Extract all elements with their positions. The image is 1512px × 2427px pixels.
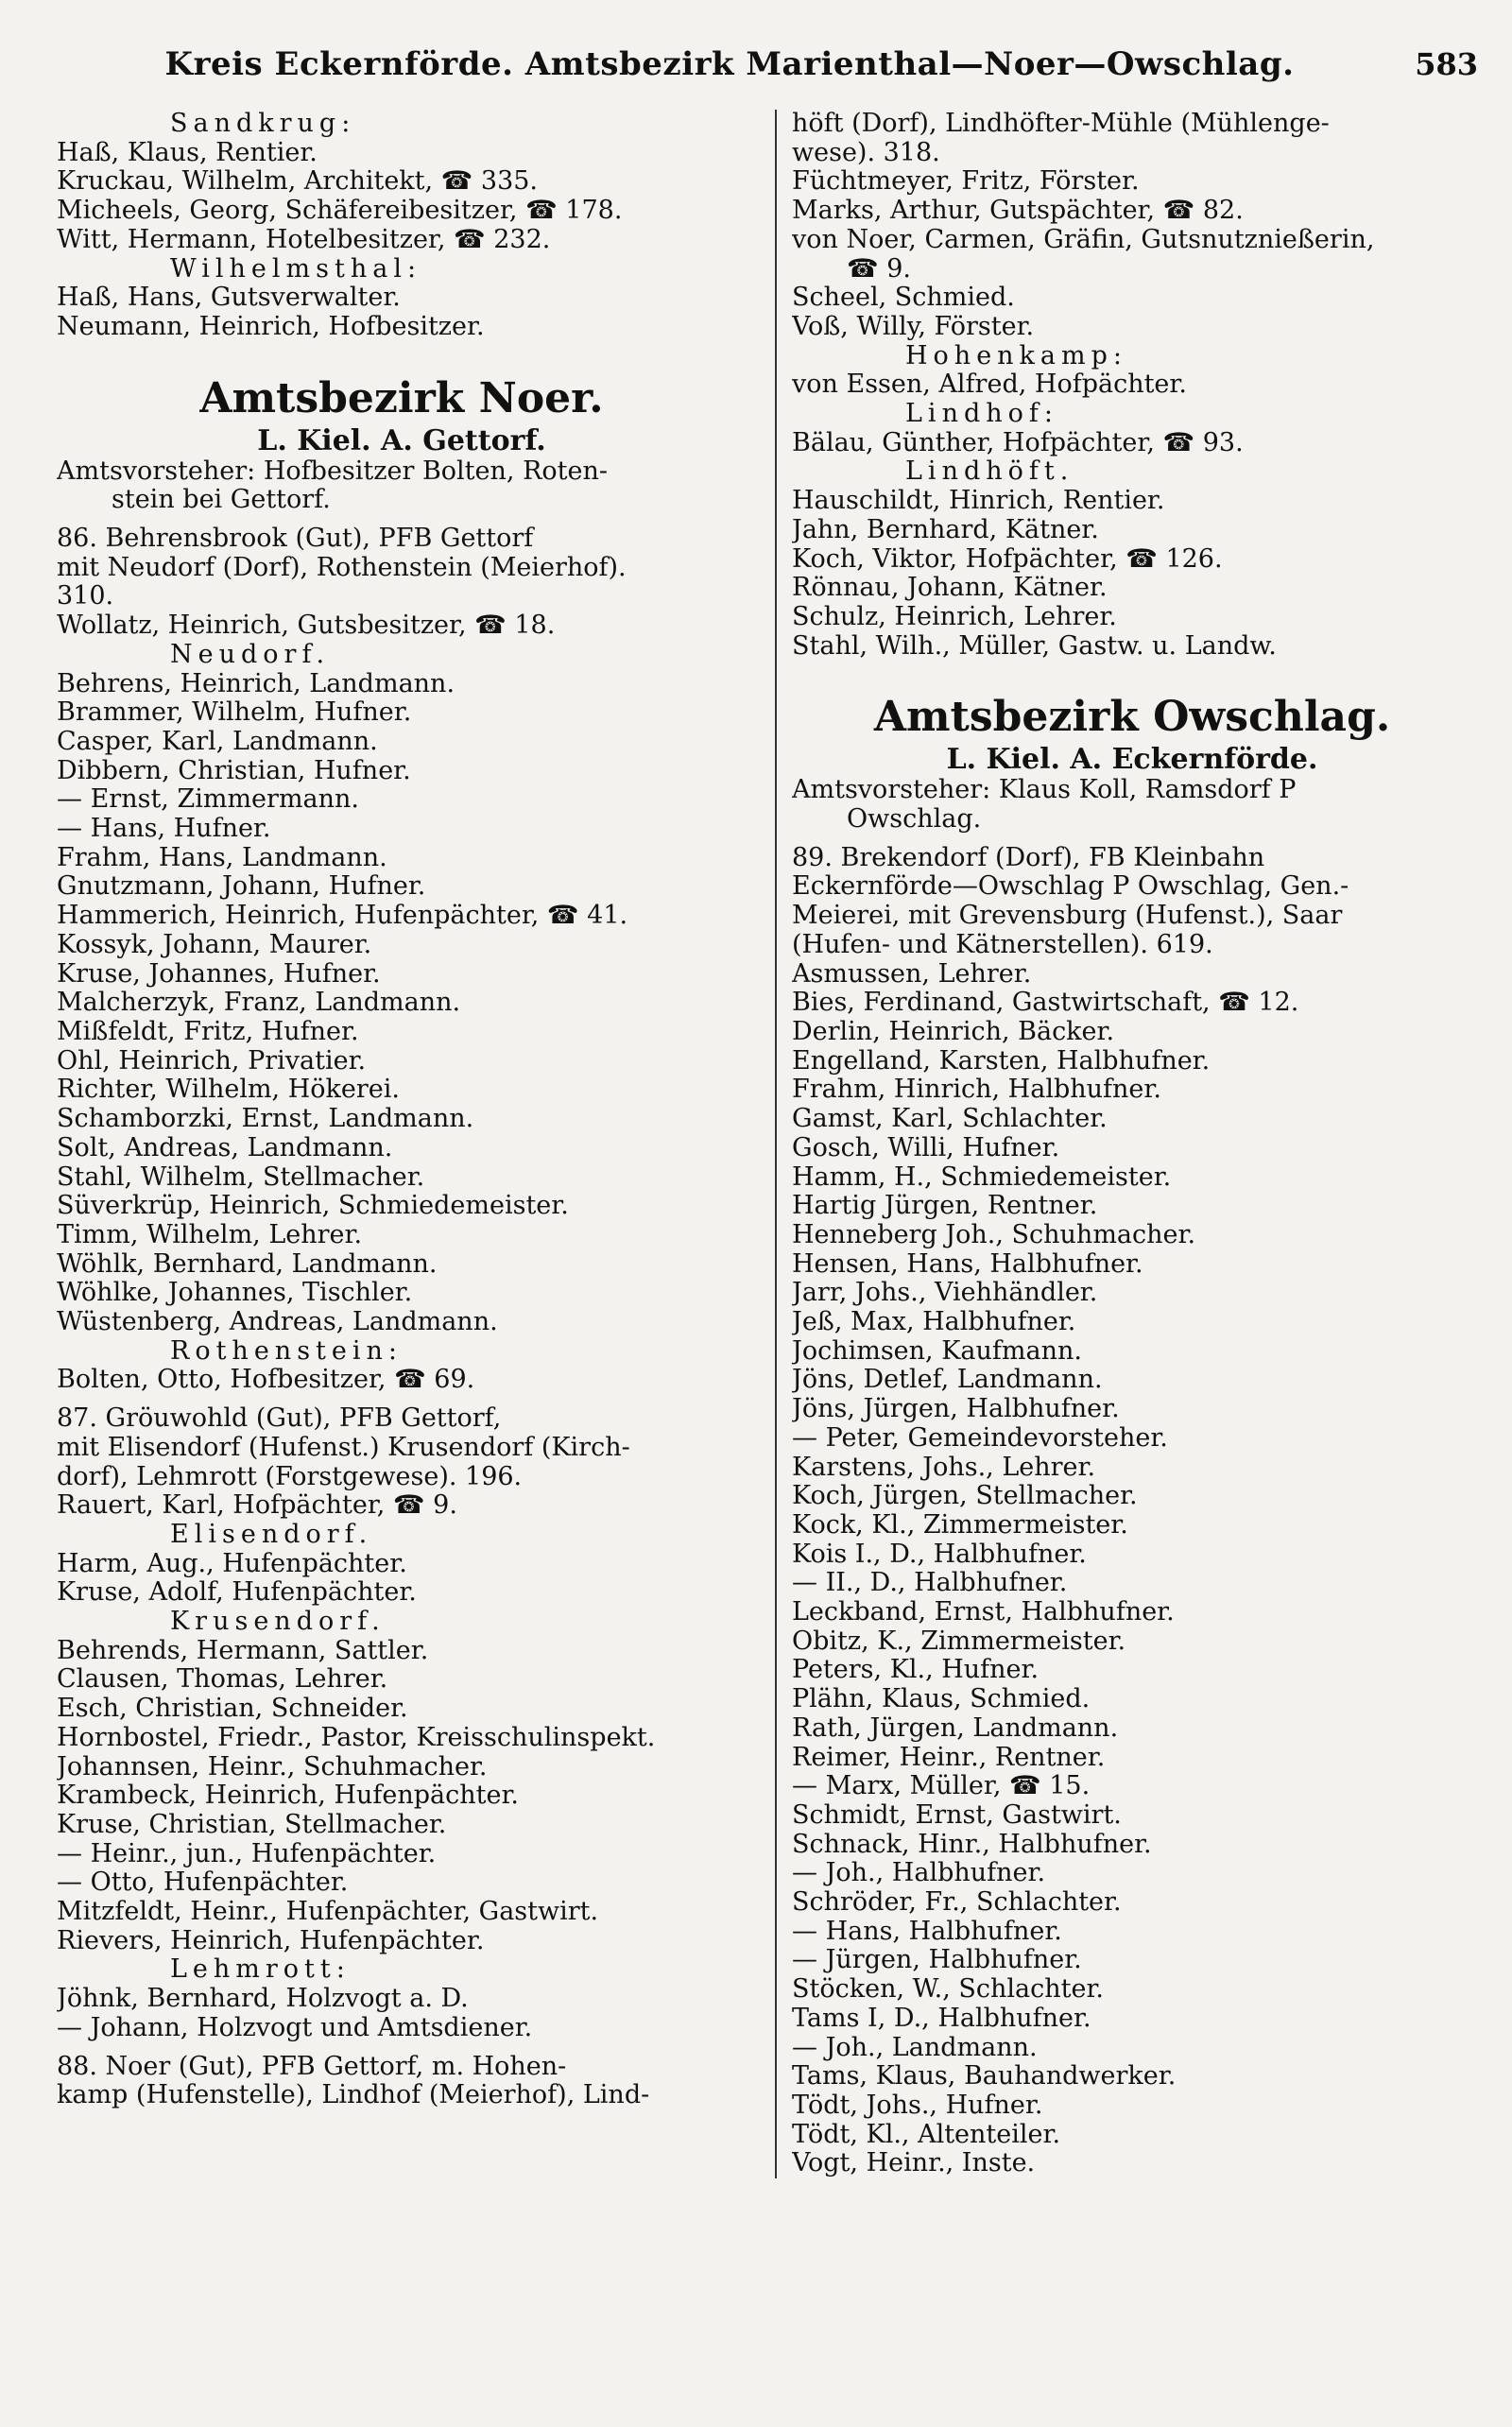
directory-entry: Solt, Andreas, Landmann. <box>57 1133 393 1162</box>
spacer <box>57 515 747 525</box>
directory-entry: Bolten, Otto, Hofbesitzer, ☎ 69. <box>57 1366 475 1395</box>
directory-entry: Schnack, Hinr., Halbhufner. <box>792 1830 1152 1859</box>
directory-entry: Vogt, Heinr., Inste. <box>792 2149 1036 2178</box>
directory-entry: Meierei, mit Grevensburg (Hufenst.), Saar <box>792 902 1343 931</box>
directory-entry: Koch, Jürgen, Stellmacher. <box>792 1482 1138 1511</box>
directory-entry: Haß, Klaus, Rentier. <box>57 138 318 167</box>
directory-entry: Jeß, Max, Halbhufner. <box>792 1308 1076 1337</box>
directory-entry: Krambeck, Heinrich, Hufenpächter. <box>57 1782 519 1811</box>
directory-entry: — Johann, Holzvogt und Amtsdiener. <box>57 2013 533 2042</box>
entry-continuation: stein bei Gettorf. <box>112 486 331 515</box>
directory-entry: Koch, Viktor, Hofpächter, ☎ 126. <box>792 544 1223 574</box>
directory-entry: Gosch, Willi, Hufner. <box>792 1133 1060 1162</box>
directory-entry: Frahm, Hinrich, Halbhufner. <box>792 1076 1161 1105</box>
locality-heading: Lehmrott: <box>170 1955 351 1985</box>
directory-entry: höft (Dorf), Lindhöfter-Mühle (Mühlenge- <box>792 110 1330 138</box>
directory-entry: Jahn, Bernhard, Kätner. <box>792 515 1099 544</box>
directory-entry: Stahl, Wilhelm, Stellmacher. <box>57 1162 425 1192</box>
district-heading: Amtsbezirk Owschlag. <box>873 693 1391 742</box>
directory-entry: Micheels, Georg, Schäfereibesitzer, ☎ 178. <box>57 197 623 226</box>
directory-entry: Hensen, Hans, Halbhufner. <box>792 1249 1143 1279</box>
directory-entry: Gnutzmann, Johann, Hufner. <box>57 872 426 902</box>
directory-entry: Marks, Arthur, Gutspächter, ☎ 82. <box>792 197 1244 226</box>
locality-heading: Rothenstein: <box>170 1336 403 1366</box>
directory-entry: — Hans, Halbhufner. <box>792 1917 1062 1946</box>
directory-entry: Brammer, Wilhelm, Hufner. <box>57 698 412 728</box>
directory-entry: Reimer, Heinr., Rentner. <box>792 1743 1106 1772</box>
directory-entry: Mitzfeldt, Heinr., Hufenpächter, Gastwirt. <box>57 1898 599 1927</box>
directory-entry: Wollatz, Heinrich, Gutsbesitzer, ☎ 18. <box>57 611 556 641</box>
directory-entry: — II., D., Halbhufner. <box>792 1569 1068 1598</box>
directory-entry: Amtsvorsteher: Klaus Koll, Ramsdorf P <box>792 776 1297 805</box>
directory-entry: Jöns, Jürgen, Halbhufner. <box>792 1395 1120 1424</box>
directory-entry: Haß, Hans, Gutsverwalter. <box>57 284 401 313</box>
directory-entry: Malcherzyk, Franz, Landmann. <box>57 989 461 1018</box>
locality-heading: Lindhof: <box>905 400 1058 429</box>
directory-entry: 87. Gröuwohld (Gut), PFB Gettorf, <box>57 1404 502 1434</box>
directory-entry: Rievers, Heinrich, Hufenpächter. <box>57 1926 485 1955</box>
directory-entry: Casper, Karl, Landmann. <box>57 727 378 756</box>
district-subheading: L. Kiel. A. Gettorf. <box>257 423 546 457</box>
district-subheading: L. Kiel. A. Eckernförde. <box>946 743 1318 777</box>
directory-entry: Plähn, Klaus, Schmied. <box>792 1685 1091 1714</box>
locality-heading: Hohenkamp: <box>905 341 1127 370</box>
directory-entry: Johannsen, Heinr., Schuhmacher. <box>57 1752 488 1782</box>
directory-entry: 88. Noer (Gut), PFB Gettorf, m. Hohen- <box>57 2052 567 2081</box>
directory-entry: Wüstenberg, Andreas, Landmann. <box>57 1308 498 1337</box>
directory-entry: Engelland, Karsten, Halbhufner. <box>792 1046 1211 1076</box>
directory-entry: Tams I, D., Halbhufner. <box>792 2004 1091 2033</box>
directory-entry: Hauschildt, Hinrich, Rentier. <box>792 487 1165 516</box>
directory-entry: Harm, Aug., Hufenpächter. <box>57 1549 407 1578</box>
directory-entry: Kock, Kl., Zimmermeister. <box>792 1510 1128 1540</box>
directory-entry: Richter, Wilhelm, Hökerei. <box>57 1076 400 1105</box>
directory-entry: Hamm, H., Schmiedemeister. <box>792 1162 1172 1192</box>
directory-entry: Füchtmeyer, Fritz, Förster. <box>792 167 1140 197</box>
directory-entry: Kruckau, Wilhelm, Architekt, ☎ 335. <box>57 167 539 197</box>
locality-heading: Lindhöft. <box>905 457 1074 487</box>
directory-entry: Jöhnk, Bernhard, Holzvogt a. D. <box>57 1985 469 2014</box>
directory-entry: Wöhlke, Johannes, Tischler. <box>57 1279 413 1308</box>
directory-entry: Ohl, Heinrich, Privatier. <box>57 1046 367 1076</box>
directory-entry: Frahm, Hans, Landmann. <box>57 843 387 872</box>
directory-entry: Behrens, Heinrich, Landmann. <box>57 669 455 698</box>
directory-entry: Rath, Jürgen, Landmann. <box>792 1713 1119 1743</box>
directory-entry: Kruse, Johannes, Hufner. <box>57 959 381 989</box>
directory-entry: mit Elisendorf (Hufenst.) Krusendorf (Kirch- <box>57 1433 630 1462</box>
directory-entry: Kois I., D., Halbhufner. <box>792 1540 1087 1569</box>
directory-entry: (Hufen- und Kätnerstellen). 619. <box>792 930 1213 959</box>
two-column-body <box>57 110 1478 2178</box>
spacer <box>57 1395 747 1404</box>
directory-entry: Karstens, Johs., Lehrer. <box>792 1453 1096 1482</box>
directory-entry: Gamst, Karl, Schlachter. <box>792 1105 1108 1134</box>
directory-entry: Obitz, K., Zimmermeister. <box>792 1627 1126 1656</box>
locality-heading: Sandkrug: <box>170 110 356 138</box>
directory-entry: — Joh., Halbhufner. <box>792 1859 1046 1888</box>
directory-entry: dorf), Lehmrott (Forstgewese). 196. <box>57 1462 523 1491</box>
directory-entry: 86. Behrensbrook (Gut), PFB Gettorf <box>57 525 534 554</box>
directory-entry: Kruse, Adolf, Hufenpächter. <box>57 1578 417 1608</box>
directory-entry: 89. Brekendorf (Dorf), FB Kleinbahn <box>792 843 1265 872</box>
directory-entry: Jochimsen, Kaufmann. <box>792 1336 1082 1366</box>
directory-entry: Schamborzki, Ernst, Landmann. <box>57 1105 474 1134</box>
spacer <box>792 835 1472 844</box>
directory-entry: Derlin, Heinrich, Bäcker. <box>792 1017 1115 1046</box>
directory-entry: wese). 318. <box>792 138 940 167</box>
directory-entry: Leckband, Ernst, Halbhufner. <box>792 1598 1175 1627</box>
directory-entry: mit Neudorf (Dorf), Rothenstein (Meierhof). <box>57 553 627 582</box>
directory-entry: Hammerich, Heinrich, Hufenpächter, ☎ 41. <box>57 902 628 931</box>
entry-continuation: Owschlag. <box>847 805 982 835</box>
directory-entry: Tödt, Kl., Altenteiler. <box>792 2120 1061 2149</box>
directory-entry: Stahl, Wilh., Müller, Gastw. u. Landw. <box>792 631 1277 661</box>
directory-entry: Esch, Christian, Schneider. <box>57 1695 408 1724</box>
directory-entry: — Ernst, Zimmermann. <box>57 785 360 815</box>
directory-entry: von Essen, Alfred, Hofpächter. <box>792 370 1187 400</box>
directory-entry: Kruse, Christian, Stellmacher. <box>57 1810 447 1839</box>
directory-entry: Stöcken, W., Schlachter. <box>792 1975 1104 2005</box>
directory-entry: Süverkrüp, Heinrich, Schmiedemeister. <box>57 1192 569 1221</box>
directory-entry: Rauert, Karl, Hofpächter, ☎ 9. <box>57 1491 457 1521</box>
right-column <box>775 110 1472 2178</box>
directory-entry: — Hans, Hufner. <box>57 815 271 844</box>
directory-entry: — Heinr., jun., Hufenpächter. <box>57 1839 437 1868</box>
directory-entry: Bies, Ferdinand, Gastwirtschaft, ☎ 12. <box>792 989 1299 1018</box>
page-number: 583 <box>1415 46 1478 82</box>
locality-heading: Wilhelmsthal: <box>170 254 422 284</box>
left-column <box>57 110 747 2178</box>
directory-entry: von Noer, Carmen, Gräfin, Gutsnutznießerin, <box>792 225 1375 254</box>
directory-entry: Witt, Hermann, Hotelbesitzer, ☎ 232. <box>57 225 551 254</box>
directory-entry: Clausen, Thomas, Lehrer. <box>57 1665 388 1695</box>
directory-entry: Voß, Willy, Förster. <box>792 312 1035 341</box>
directory-entry: Amtsvorsteher: Hofbesitzer Bolten, Roten- <box>57 456 608 486</box>
directory-entry: Jarr, Johs., Viehhändler. <box>792 1279 1098 1308</box>
directory-entry: Tams, Klaus, Bauhandwerker. <box>792 2062 1177 2091</box>
locality-heading: Krusendorf. <box>170 1608 386 1637</box>
directory-entry: Peters, Kl., Hufner. <box>792 1656 1040 1685</box>
directory-entry: Dibbern, Christian, Hufner. <box>57 756 411 785</box>
directory-entry: Bälau, Günther, Hofpächter, ☎ 93. <box>792 428 1244 457</box>
directory-entry: 310. <box>57 582 114 611</box>
directory-entry: Schulz, Heinrich, Lehrer. <box>792 602 1117 631</box>
directory-entry: Schröder, Fr., Schlachter. <box>792 1888 1122 1918</box>
directory-entry: Schmidt, Ernst, Gastwirt. <box>792 1800 1122 1830</box>
entry-continuation: ☎ 9. <box>847 254 911 284</box>
locality-heading: Elisendorf. <box>170 1520 373 1549</box>
directory-entry: Hartig Jürgen, Rentner. <box>792 1192 1098 1221</box>
directory-entry: Tödt, Johs., Hufner. <box>792 2091 1043 2120</box>
directory-entry: Hornbostel, Friedr., Pastor, Kreisschulinspekt. <box>57 1723 656 1752</box>
directory-entry: Kossyk, Johann, Maurer. <box>57 930 372 959</box>
page-header <box>57 45 1478 102</box>
directory-entry: kamp (Hufenstelle), Lindhof (Meierhof), Lind- <box>57 2081 650 2110</box>
district-heading: Amtsbezirk Noer. <box>199 373 604 422</box>
directory-entry: Asmussen, Lehrer. <box>792 959 1032 989</box>
directory-entry: — Jürgen, Halbhufner. <box>792 1946 1082 1975</box>
running-title: Kreis Eckernförde. Amtsbezirk Marienthal—Noer—Owschlag. <box>164 45 1295 83</box>
directory-entry: Rönnau, Johann, Kätner. <box>792 574 1108 603</box>
spacer <box>57 2043 747 2053</box>
directory-entry: Henneberg Joh., Schuhmacher. <box>792 1220 1196 1249</box>
directory-entry: Mißfeldt, Fritz, Hufner. <box>57 1017 359 1046</box>
directory-entry: Wöhlk, Bernhard, Landmann. <box>57 1249 438 1279</box>
directory-entry: Eckernförde—Owschlag P Owschlag, Gen.- <box>792 872 1349 902</box>
directory-entry: Behrends, Hermann, Sattler. <box>57 1636 429 1665</box>
directory-entry: — Peter, Gemeindevorsteher. <box>792 1423 1168 1453</box>
directory-entry: Jöns, Detlef, Landmann. <box>792 1366 1103 1395</box>
directory-entry: Neumann, Heinrich, Hofbesitzer. <box>57 312 485 341</box>
directory-entry: Timm, Wilhelm, Lehrer. <box>57 1220 363 1249</box>
directory-entry: — Otto, Hufenpächter. <box>57 1868 349 1898</box>
locality-heading: Neudorf. <box>170 640 331 669</box>
directory-entry: — Marx, Müller, ☎ 15. <box>792 1772 1091 1801</box>
directory-entry: — Joh., Landmann. <box>792 2033 1038 2062</box>
directory-entry: Scheel, Schmied. <box>792 284 1015 313</box>
